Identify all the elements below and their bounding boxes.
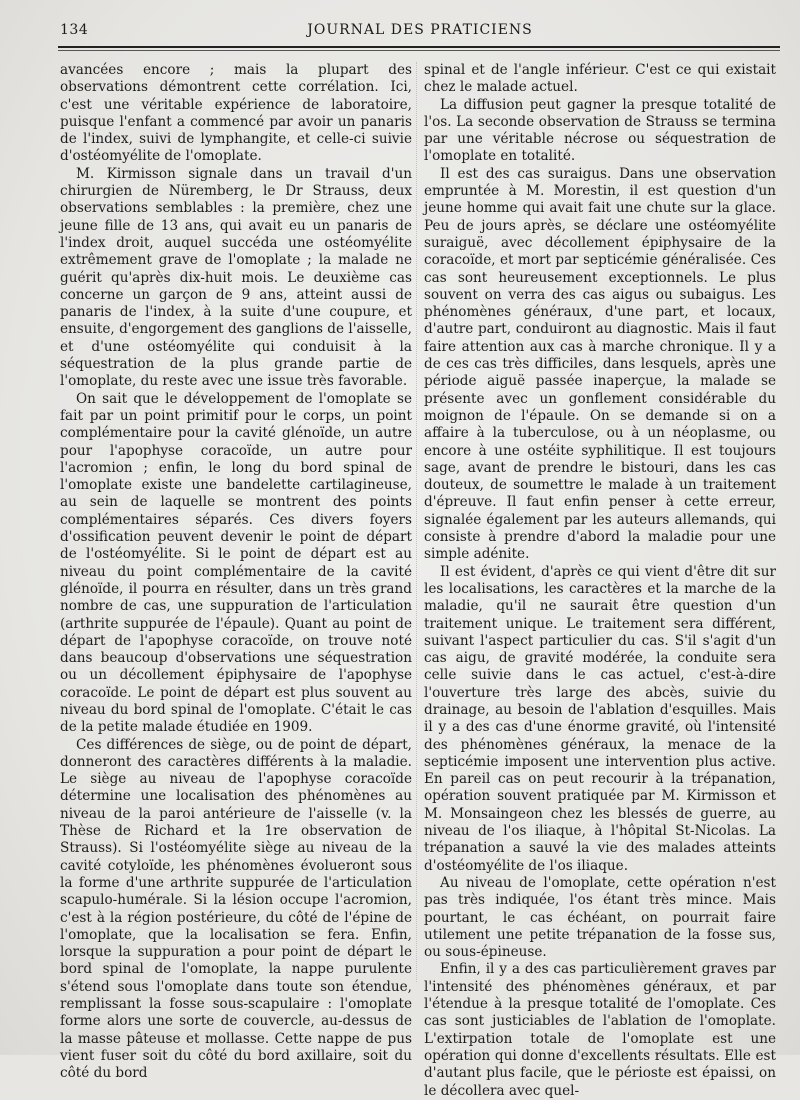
journal-title: JOURNAL DES PRATICIENS [307, 22, 533, 38]
paragraph: Il est des cas suraigus. Dans une observation empruntée à M. Morestin, il est question d'un jeune homme qui avait fait une chute sur la glace. Peu de jours après, se déclare une ostéomyélite suraiguë, avec décollement épiphysaire de la coracoïde, et mort par septicémie généralisée. Ces cas sont heureusement exceptionnels. Le plus souvent on verra des cas aigus ou subaigus. Les phénomènes généraux, d'une part, et locaux, d'autre part, conduiront au diagnostic. Mais il faut faire attention aux cas à marche chronique. Il y a de ces cas très difficiles, dans lesquels, après une période aiguë passée inaperçue, la malade se présente avec un gonflement considérable du moignon de l'épaule. On se demande si on a affaire à la tuberculose, ou à un néoplasme, ou encore à une ostéite syphilitique. Il est toujours sage, avant de prendre le bistouri, dans les cas douteux, de soumettre le malade à un traitement d'épreuve. Il faut enfin penser à cette erreur, signalée également par les auteurs allemands, qui consiste à prendre d'abord la maladie pour une simple adénite. [424, 165, 776, 563]
paragraph: Il est évident, d'après ce qui vient d'être dit sur les localisations, les caractères et la marche de la maladie, qu'il ne saurait être question d'un traitement unique. Le traitement sera différent, suivant l'aspect particulier du cas. S'il s'agit d'un cas aigu, de gravité modérée, la conduite sera celle suivie dans le cas actuel, c'est-à-dire l'ouverture très large des abcès, suivie du drainage, au besoin de l'ablation d'esquilles. Mais il y a des cas d'une énorme gravité, où l'intensité des phénomènes généraux, la menace de la septicémie imposent une intervention plus active. En pareil cas on peut recourir à la trépanation, opération souvent pratiquée par M. Kirmisson et M. Monsaingeon chez les blessés de guerre, au niveau de l'os iliaque, à l'hôpital St-Nicolas. La trépanation a sauvé la vie des malades atteints d'ostéomyélite de l'os iliaque. [424, 563, 776, 874]
paragraph: Enfin, il y a des cas particulièrement graves par l'intensité des phénomènes généraux, et par l'étendue à la presque totalité de l'omoplate. Ces cas sont justiciables de l'ablation de l'omoplate. L'extirpation totale de l'omoplate est une opération qui donne d'excellents résultats. Elle est d'autant plus facile, que le périoste est épaissi, on le décollera avec quel- [424, 961, 776, 1099]
page-header [60, 22, 780, 44]
paragraph: Ces différences de siège, ou de point de départ, donneront des caractères différents à la maladie. Le siège au niveau de l'apophyse coracoïde détermine une localisation des phénomènes au niveau de la paroi antérieure de l'aisselle (v. la Thèse de Richard et la 1re observation de Strauss). Si l'ostéomyélite siège au niveau de la cavité cotyloïde, les phénomènes évolueront sous la forme d'une arthrite suppurée de l'articulation scapulo-humérale. Si la lésion occupe l'acromion, c'est à la région postérieure, du côté de l'épine de l'omoplate, que la localisation se fera. Enfin, lorsque la suppuration a pour point de départ le bord spinal de l'omoplate, la nappe purulente s'étend sous l'omoplate dans toute son étendue, remplissant la fosse sous-scapulaire : l'omoplate forme alors une sorte de couvercle, au-dessus de la masse pâteuse et mollasse. Cette nappe de pus vient fuser soit du côté du bord axillaire, soit du côté du bord [60, 736, 412, 1082]
paragraph: spinal et de l'angle inférieur. C'est ce qui existait chez le malade actuel. [424, 62, 776, 96]
right-column [424, 62, 776, 1100]
paragraph: On sait que le développement de l'omoplate se fait par un point primitif pour le corps, un point complémentaire pour la cavité glénoïde, un autre pour l'apophyse coracoïde, un autre pour l'acromion ; enfin, le long du bord spinal de l'omoplate existe une bandelette cartilagineuse, au sein de laquelle se montrent des points complémentaires séparés. Ces divers foyers d'ossification peuvent devenir le point de départ de l'ostéomyélite. Si le point de départ est au niveau du point complémentaire de la cavité glénoïde, il pourra en résulter, dans un très grand nombre de cas, une suppuration de l'articulation (arthrite suppurée de l'épaule). Quant au point de départ de l'apophyse coracoïde, on trouve noté dans beaucoup d'observations une séquestration ou un décollement épiphysaire de l'apophyse coracoïde. Le point de départ est plus souvent au niveau du bord spinal de l'omoplate. C'était le cas de la petite malade étudiée en 1909. [60, 390, 412, 736]
paragraph: M. Kirmisson signale dans un travail d'un chirurgien de Nüremberg, le Dr Strauss, deux observations semblables : la première, chez une jeune fille de 13 ans, qui avait eu un panaris de l'index droit, auquel succéda une ostéomyélite extrêmement grave de l'omoplate ; la malade ne guérit qu'après dix-huit mois. Le deuxième cas concerne un garçon de 9 ans, atteint aussi de panaris de l'index, à la suite d'une coupure, et ensuite, d'engorgement des ganglions de l'aisselle, et d'une ostéomyélite qui conduisit à la séquestration de la plus grande partie de l'omoplate, du reste avec une issue très favorable. [60, 165, 412, 390]
left-column [60, 62, 412, 1083]
column-divider [416, 62, 417, 982]
page-number: 134 [60, 22, 89, 38]
paragraph: La diffusion peut gagner la presque totalité de l'os. La seconde observation de Strauss se termina par une véritable nécrose ou séquestration de l'omoplate en totalité. [424, 96, 776, 165]
paragraph: Au niveau de l'omoplate, cette opération n'est pas très indiquée, l'os étant très mince. Mais pourtant, le cas échéant, on pourrait faire utilement une petite trépanation de la fosse sus, ou sous-épineuse. [424, 874, 776, 961]
paragraph: avancées encore ; mais la plupart des observations démontrent cette corrélation. Ici, c'est une véritable expérience de laboratoire, puisque l'enfant a commencé par avoir un panaris de l'index, suivi de lymphangite, et celle-ci suivie d'ostéomyélite de l'omoplate. [60, 62, 412, 165]
header-rule [58, 46, 780, 48]
header-rule-thin [58, 50, 780, 51]
